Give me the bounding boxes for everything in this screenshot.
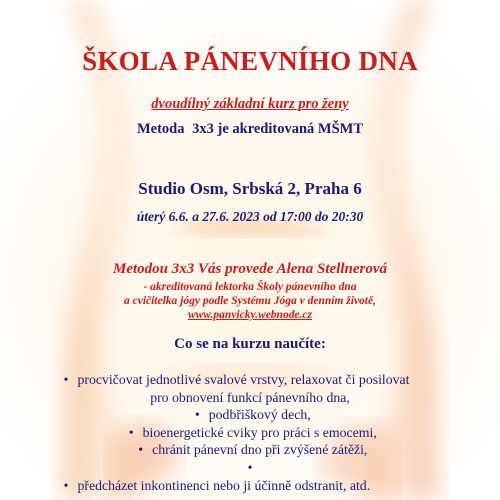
list-item: • podbřiškový dech, [0,406,500,424]
subtitle: dvoudílný základní kurz pro ženy [151,96,349,112]
lector-heading: Metodou 3x3 Vás provede Alena Stellnerová [112,261,388,277]
method-name: 3x3 [192,121,214,137]
list-item: • chránit pánevní dno při zvýšené zátěži, [0,441,500,459]
list-item: • předcházet inkontinenci nebo ji účinně odstranit, atd. [0,477,500,495]
list-item: • procvičovat jednotlivé svalové vrstvy, relaxovat či posilovat [0,371,500,389]
course-dates: úterý 6.6. a 27.6. 2023 od 17:00 do 20:30 [136,209,364,224]
method-accreditation: je akreditovaná MŠMT [217,121,364,137]
bullet-icon: • [63,372,69,387]
lector-note-1: - akreditovaná lektorka Školy pánevního dna [143,281,357,293]
bullet-icon: • [128,424,134,440]
method-line [0,121,500,138]
studio-address: Studio Osm, Srbská 2, Praha 6 [138,179,362,198]
bullet-icon: • [247,459,253,475]
bullet-icon: • [194,407,200,423]
learn-heading: Co se na kurzu naučíte: [174,336,326,352]
list-item: • bioenergetické cviky pro práci s emocemi, [0,424,500,442]
page-title: ŠKOLA PÁNEVNÍHO DNA [82,46,418,76]
list-item-continuation: pro obnovení funkcí pánevního dna, [150,389,350,405]
learn-list [0,371,500,494]
bullet-icon: • [138,442,144,458]
website-link[interactable]: www.panvicky.webnode.cz [187,309,313,321]
bullet-icon: • [63,477,69,493]
lector-note-2: a cvičitelka jógy podle Systému Jóga v denním životě, [123,295,376,307]
method-word: Metoda [136,121,185,137]
list-item-empty [0,459,500,477]
